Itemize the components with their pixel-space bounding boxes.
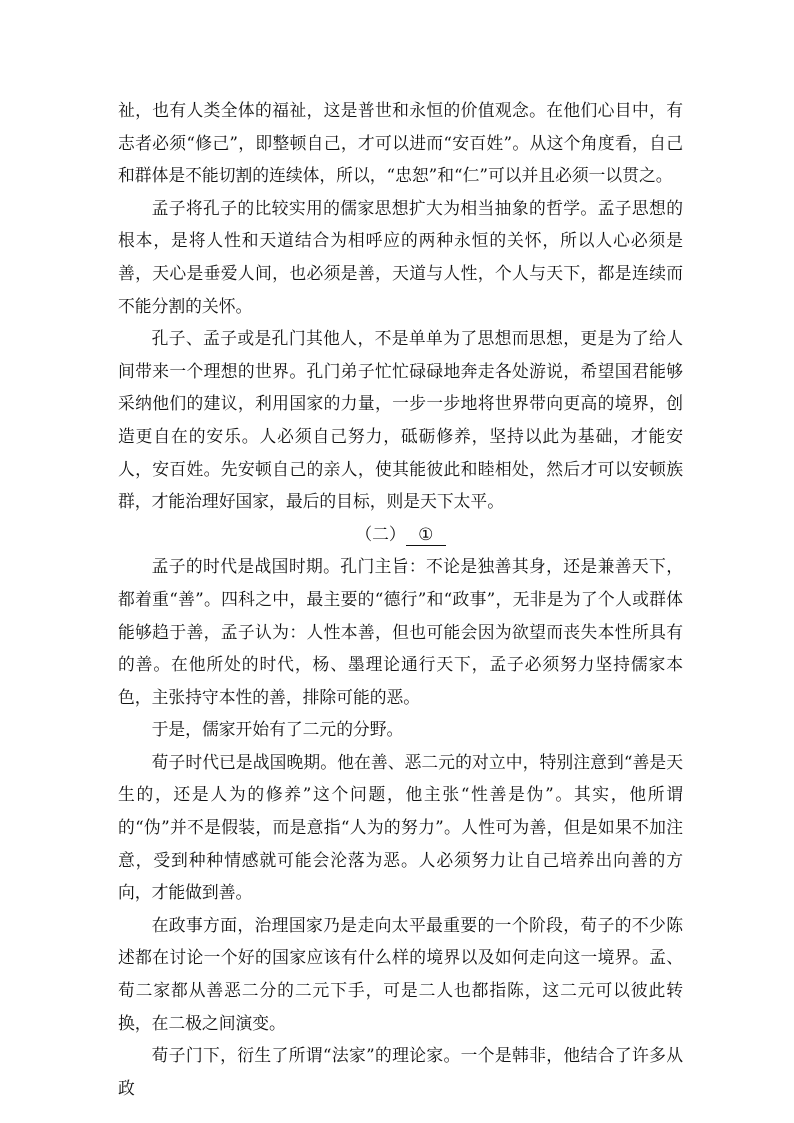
section-heading-prefix: （二）: [355, 523, 406, 544]
paragraph-governance: 在政事方面，治理国家乃是走向太平最重要的一个阶段，荀子的不少陈述都在讨论一个好的国家应该有什么样的境界以及如何走向这一境界。孟、荀二家都从善恶二分的二元下手，可是二人也都指陈，这二元可以彼此转换，在二极之间演变。: [118, 914, 683, 1033]
section-heading-blank: ①: [406, 523, 446, 546]
paragraph-legalists: 荀子门下，衍生了所谓“法家”的理论家。一个是韩非，他结合了许多从政: [118, 1045, 683, 1098]
paragraph-mencius-philosophy: 孟子将孔子的比较实用的儒家思想扩大为相当抽象的哲学。孟子思想的根本，是将人性和天道结合为相呼应的两种永恒的关怀，所以人心必须是善，天心是垂爱人间，也必须是善，天道与人性，个人与天下，都是连续而不能分割的关怀。: [118, 197, 683, 316]
document-page: [118, 94, 683, 1104]
section-heading: [118, 518, 683, 551]
paragraph-confucian-ideal: 孔子、孟子或是孔门其他人，不是单单为了思想而思想，更是为了给人间带来一个理想的世界。孔门弟子忙忙碌碌地奔走各处游说，希望国君能够采纳他们的建议，利用国家的力量，一步一步地将世界带向更高的境界，创造更自在的安乐。人必须自己努力，砥砺修养，坚持以此为基础，才能安人，安百姓。先安顿自己的亲人，使其能彼此和睦相处，然后才可以安顿族群，才能治理好国家，最后的目标，则是天下太平。: [118, 328, 683, 512]
paragraph-continued: 祉，也有人类全体的福祉，这是普世和永恒的价值观念。在他们心目中，有志者必须“修己”，即整顿自己，才可以进而“安百姓”。从这个角度看，自己和群体是不能切割的连续体，所以，“忠恕”和“仁”可以并且必须一以贯之。: [118, 100, 683, 186]
paragraph-mencius-era: 孟子的时代是战国时期。孔门主旨：不论是独善其身，还是兼善天下，都着重“善”。四科之中，最主要的“德行”和“政事”，无非是为了个人或群体能够趋于善，孟子认为：人性本善，但也可能会因为欲望而丧失本性所具有的善。在他所处的时代，杨、墨理论通行天下，孟子必须努力坚持儒家本色，主张持守本性的善，排除可能的恶。: [118, 556, 683, 707]
paragraph-xunzi: 荀子时代已是战国晚期。他在善、恶二元的对立中，特别注意到“善是天生的，还是人为的修养”这个问题，他主张“性善是伪”。其实，他所谓的“伪”并不是假装，而是意指“人为的努力”。人性可为善，但是如果不加注意，受到种种情感就可能会沦落为恶。人必须努力让自己培养出向善的方向，才能做到善。: [118, 751, 683, 903]
paragraph-dualism: 于是，儒家开始有了二元的分野。: [151, 719, 404, 740]
